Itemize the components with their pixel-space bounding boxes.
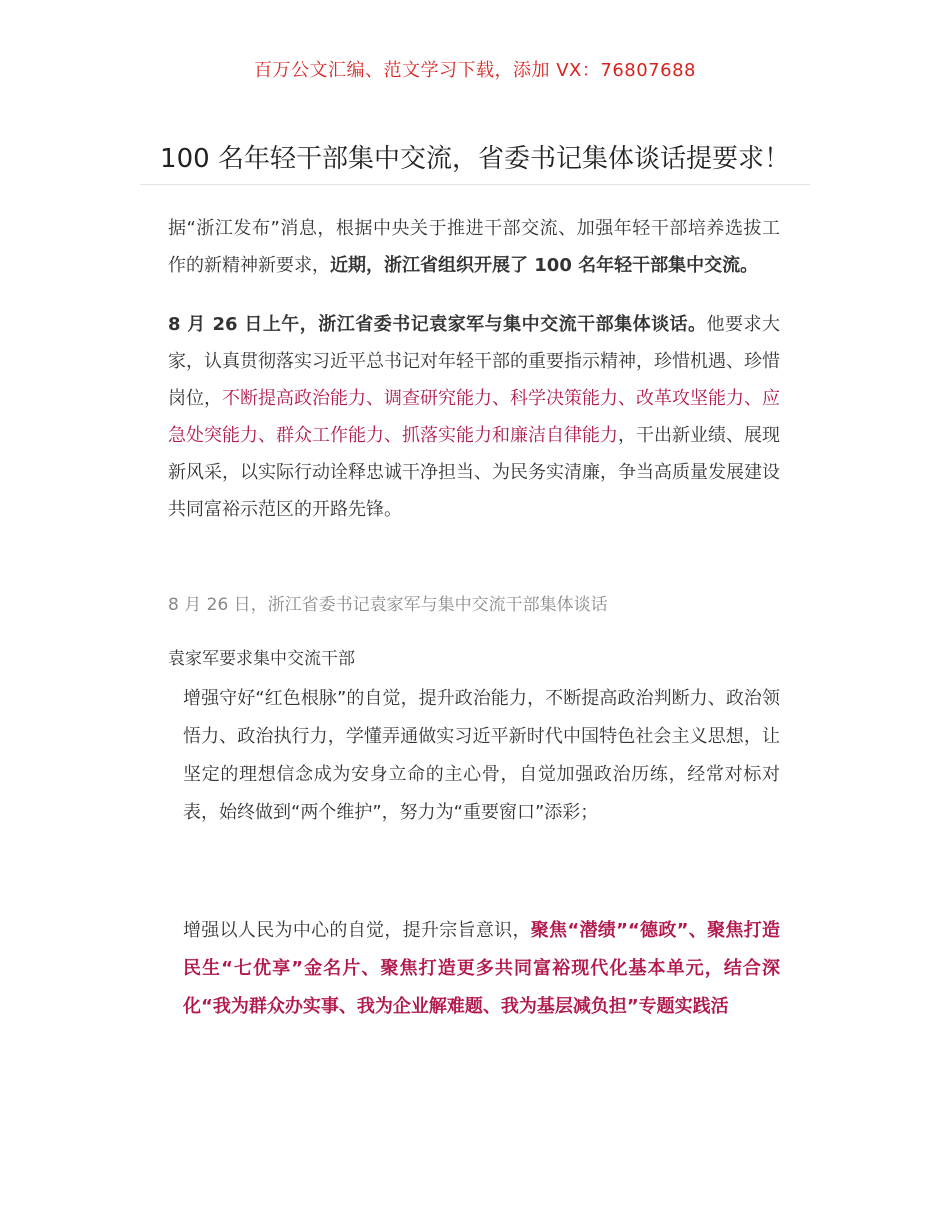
talk-bold-lead: 8 月 26 日上午，浙江省委书记袁家军与集中交流干部集体谈话。 bbox=[168, 314, 707, 335]
talk-highlight-text: 不断提高政治能力、调查研究能力、科学决策能力、改革攻坚能力、应急处突能力、群众工作能力、抓落实能力和廉洁自律能力 bbox=[168, 388, 780, 446]
requirement-highlight-text: 聚焦“潜绩”“德政”、聚焦打造民生“七优享”金名片、聚焦打造更多共同富裕现代化基本单元，结合深化“我为群众办实事、我为企业解难题、我为基层减负担”专题实践活 bbox=[183, 920, 780, 1017]
paragraph-talk bbox=[168, 306, 780, 528]
header-banner: 百万公文汇编、范文学习下载，添加 VX：76807688 bbox=[254, 60, 696, 81]
paragraph-intro bbox=[168, 210, 780, 284]
requirement-item: 增强守好“红色根脉”的自觉，提升政治能力，不断提高政治判断力、政治领悟力、政治执行力，学懂弄通做实习近平新时代中国特色社会主义思想，让坚定的理想信念成为安身立命的主心骨，自觉加强政治历练，经常对标对表，始终做到“两个维护”，努力为“重要窗口”添彩； bbox=[183, 688, 780, 823]
requirement-item bbox=[183, 912, 780, 1026]
intro-text: 据“浙江发布”消息，根据中央关于推进干部交流、加强年轻干部培养选拔工作的新精神新要求， bbox=[168, 218, 780, 276]
talk-text: 他要求大家，认真贯彻落实习近平总书记对年轻干部的重要指示精神，珍惜机遇、珍惜岗位， bbox=[168, 314, 780, 409]
talk-closing-text: ，干出新业绩、展现新风采，以实际行动诠释忠诚干净担当、为民务实清廉，争当高质量发展建设共同富裕示范区的开路先锋。 bbox=[168, 425, 780, 520]
image-caption: 8 月 26 日，浙江省委书记袁家军与集中交流干部集体谈话 bbox=[168, 595, 608, 615]
intro-bold-text: 近期，浙江省组织开展了 100 名年轻干部集中交流。 bbox=[330, 255, 759, 276]
title-divider bbox=[140, 184, 810, 185]
requirement-lead-text: 增强以人民为中心的自觉，提升宗旨意识， bbox=[183, 920, 531, 941]
section-subheading: 袁家军要求集中交流干部 bbox=[168, 649, 355, 669]
article-title: 100 名年轻干部集中交流，省委书记集体谈话提要求！ bbox=[160, 144, 790, 174]
article-body bbox=[168, 210, 780, 1026]
